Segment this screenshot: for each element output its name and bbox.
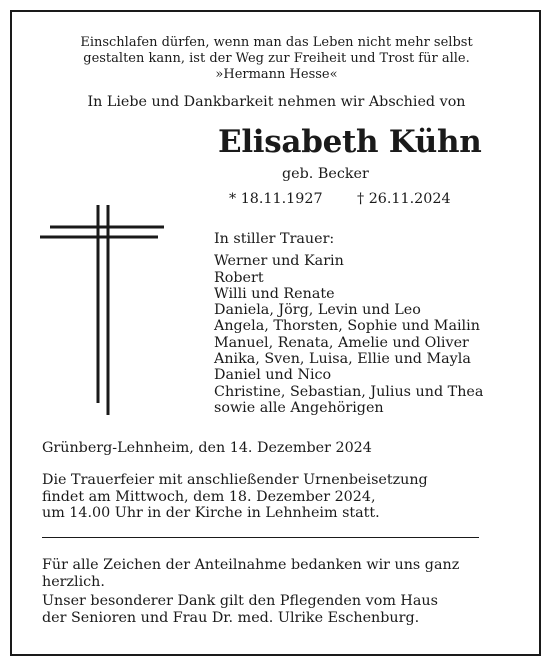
mourner-line: Christine, Sebastian, Julius und Thea — [214, 383, 484, 400]
ceremony-info — [42, 472, 428, 522]
ceremony-line: findet am Mittwoch, dem 18. Dezember 2024, — [42, 488, 376, 505]
mourners-heading: In stiller Trauer: — [214, 231, 335, 247]
deceased-name: Elisabeth Kühn — [218, 124, 482, 160]
mourner-line: sowie alle Angehörigen — [214, 399, 384, 416]
place-and-date: Grünberg-Lehnheim, den 14. Dezember 2024 — [42, 440, 372, 456]
mourner-line: Manuel, Renata, Amelie und Oliver — [214, 334, 469, 351]
double-line-cross-icon — [40, 205, 170, 415]
divider — [42, 537, 479, 538]
birth-date: * 18.11.1927 — [229, 191, 323, 207]
mourner-line: Werner und Karin — [214, 253, 344, 270]
acknowledgement — [42, 557, 459, 626]
mourners-list — [214, 231, 483, 416]
ceremony-line: um 14.00 Uhr in der Kirche in Lehnheim statt. — [42, 505, 380, 521]
mourner-line: Daniel und Nico — [214, 367, 332, 384]
thanks-line: Unser besonderer Dank gilt den Pflegenden vom Haus — [42, 593, 438, 609]
mourner-line: Angela, Thorsten, Sophie und Mailin — [214, 318, 480, 335]
thanks-line: der Senioren und Frau Dr. med. Ulrike Eschenburg. — [42, 609, 420, 626]
mourner-line: Anika, Sven, Luisa, Ellie und Mayla — [214, 351, 471, 368]
life-dates — [229, 190, 451, 208]
thanks-line: herzlich. — [42, 573, 105, 590]
mourner-line: Robert — [214, 269, 264, 286]
mourner-line: Willi und Renate — [214, 285, 335, 302]
maiden-name: geb. Becker — [282, 166, 369, 182]
hesse-quote — [13, 35, 540, 83]
quote-author: »Hermann Hesse« — [215, 67, 338, 82]
mourner-line: Daniela, Jörg, Levin und Leo — [214, 302, 421, 319]
quote-line: Einschlafen dürfen, wenn man das Leben nicht mehr selbst — [80, 35, 473, 50]
thanks-line: Für alle Zeichen der Anteilnahme bedanken wir uns ganz — [42, 557, 460, 573]
ceremony-line: Die Trauerfeier mit anschließender Urnenbeisetzung — [42, 472, 428, 488]
quote-line: gestalten kann, ist der Weg zur Freiheit und Trost für alle. — [83, 51, 470, 66]
farewell-intro: In Liebe und Dankbarkeit nehmen wir Abschied von — [87, 94, 466, 110]
death-date: † 26.11.2024 — [357, 191, 451, 207]
